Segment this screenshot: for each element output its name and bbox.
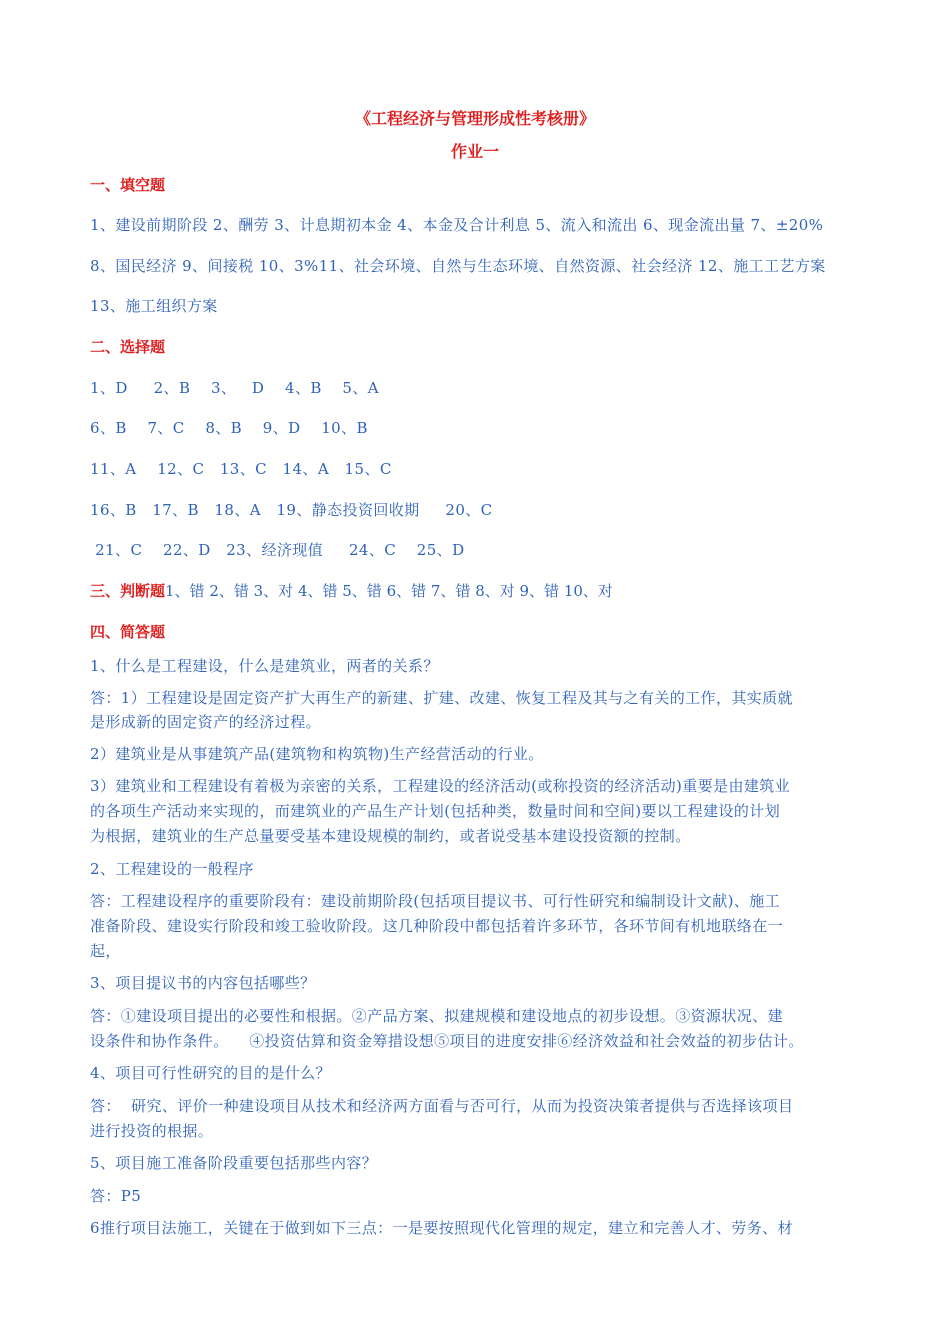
answer-line: 为根据，建筑业的生产总量要受基本建设规模的制约，或者说受基本建设投资额的控制。 <box>90 827 691 845</box>
answer-line: 的各项生产活动来实现的，而建筑业的产品生产计划(包括种类，数量时间和空间)要以工程建设的计划 <box>90 802 781 820</box>
choice-answer-line: 21、C 22、D 23、经济现值 24、C 25、D <box>90 541 465 559</box>
fill-answer-line: 13、施工组织方案 <box>90 297 218 315</box>
answer-line: 进行投资的根据。 <box>90 1122 214 1140</box>
judge-answers: 1、错 2、错 3、对 4、错 5、错 6、错 7、错 8、对 9、错 10、对 <box>165 582 613 600</box>
question-line: 6推行项目法施工，关键在于做到如下三点：一是要按照现代化管理的规定，建立和完善人才、劳务、材 <box>90 1219 793 1237</box>
section-heading-fill-blank: 一、填空题 <box>90 176 166 194</box>
question-line: 4、项目可行性研究的目的是什么？ <box>90 1064 331 1082</box>
answer-line: 答：1）工程建设是固定资产扩大再生产的新建、扩建、改建、恢复工程及其与之有关的工作，其实质就 <box>90 689 793 707</box>
section-heading-choice: 二、选择题 <box>90 338 166 356</box>
answer-line: 准备阶段、建设实行阶段和竣工验收阶段。这几种阶段中都包括着许多环节，各环节间有机地联络在一 <box>90 917 784 935</box>
answer-line: 起， <box>90 942 121 960</box>
section-heading-judge: 三、判断题 <box>90 582 166 600</box>
question-line: 5、项目施工准备阶段重要包括那些内容？ <box>90 1154 378 1172</box>
fill-answer-line: 1、建设前期阶段 2、酬劳 3、计息期初本金 4、本金及合计利息 5、流入和流出 6、现金流出量 7、±20% <box>90 216 824 234</box>
document-subtitle: 作业一 <box>450 142 499 161</box>
choice-answer-line: 6、B 7、C 8、B 9、D 10、B <box>90 419 368 437</box>
question-line: 2、工程建设的一般程序 <box>90 860 254 878</box>
choice-answer-line: 11、A 12、C 13、C 14、A 15、C <box>90 460 392 478</box>
choice-answer-line: 16、B 17、B 18、A 19、静态投资回收期 20、C <box>90 501 493 519</box>
question-line: 3、项目提议书的内容包括哪些？ <box>90 974 316 992</box>
answer-line: 是形成新的固定资产的经济过程。 <box>90 713 322 731</box>
answer-line: 2）建筑业是从事建筑产品(建筑物和构筑物)生产经营活动的行业。 <box>90 745 544 763</box>
answer-line: 答：工程建设程序的重要阶段有：建设前期阶段(包括项目提议书、可行性研究和编制设计文献)、施工 <box>90 892 781 910</box>
answer-line: 答： 研究、评价一种建设项目从技术和经济两方面看与否可行，从而为投资决策者提供与否选择该项目 <box>90 1097 794 1115</box>
choice-answer-line: 1、D 2、B 3、 D 4、B 5、A <box>90 379 380 397</box>
answer-line: 设条件和协作条件。 ④投资估算和资金筹措设想⑤项目的进度安排⑥经济效益和社会效益的初步估计。 <box>90 1032 804 1050</box>
answer-line: 答：①建设项目提出的必要性和根据。②产品方案、拟建规模和建设地点的初步设想。③资源状况、建 <box>90 1007 784 1025</box>
question-line: 1、什么是工程建设，什么是建筑业，两者的关系？ <box>90 657 439 675</box>
fill-answer-line: 8、国民经济 9、间接税 10、3%11、社会环境、自然与生态环境、自然资源、社会经济 12、施工工艺方案 <box>90 257 826 275</box>
answer-line: 答：P5 <box>90 1187 142 1205</box>
document-title: 《工程经济与管理形成性考核册》 <box>354 109 595 128</box>
section-heading-short-answer: 四、简答题 <box>90 623 166 641</box>
answer-line: 3）建筑业和工程建设有着极为亲密的关系，工程建设的经济活动(或称投资的经济活动)重要是由建筑业 <box>90 777 791 795</box>
section-judge <box>90 581 613 601</box>
